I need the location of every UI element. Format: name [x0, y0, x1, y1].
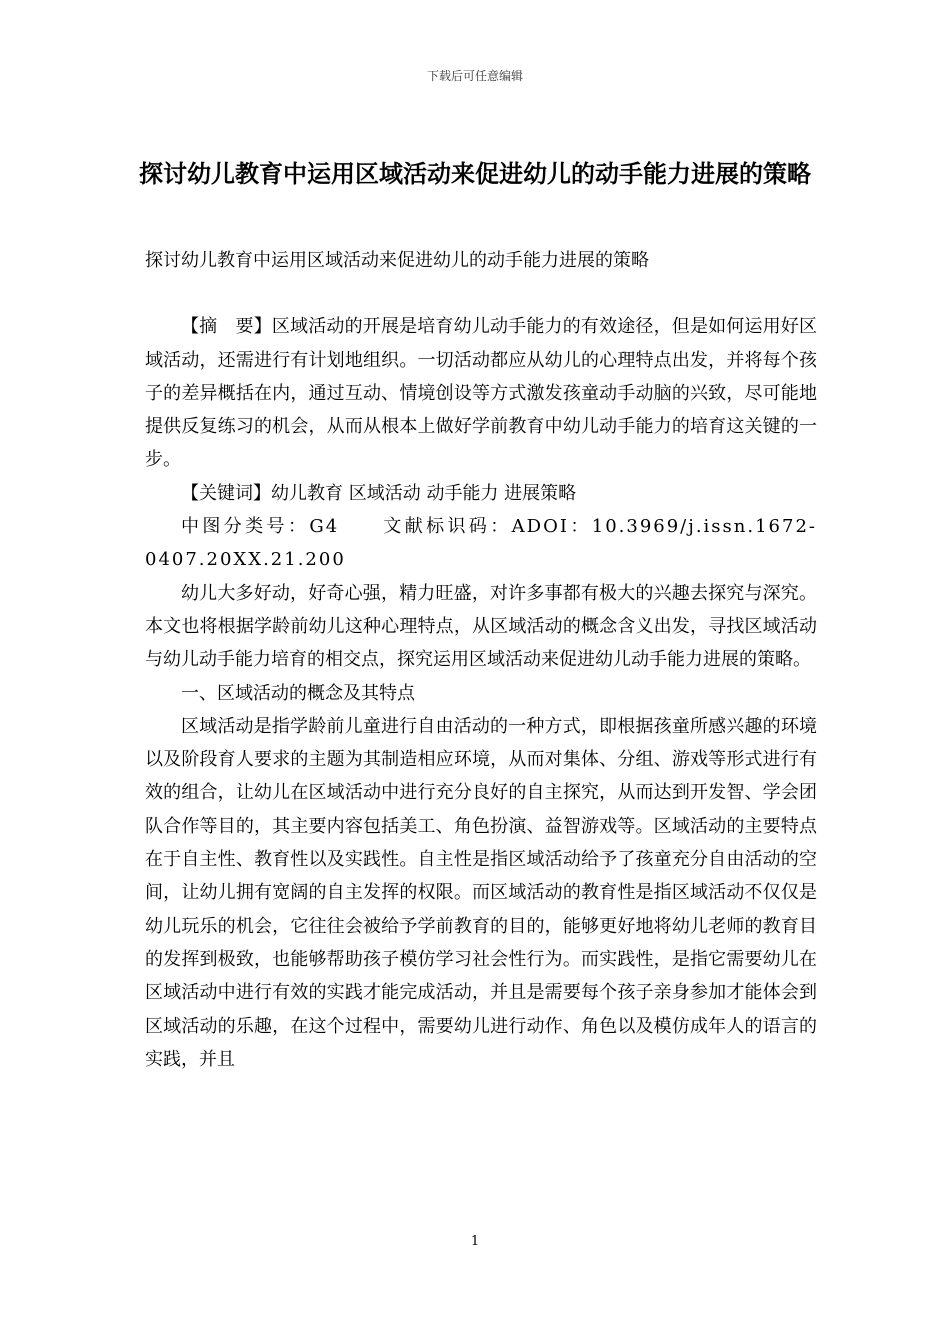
document-title: 探讨幼儿教育中运用区域活动来促进幼儿的动手能力进展的策略	[139, 160, 811, 188]
document-body	[145, 244, 817, 1076]
page-number: 1	[470, 1234, 480, 1249]
keywords-line: 【关键词】幼儿教育 区域活动 动手能力 进展策略	[181, 482, 577, 504]
classification-line: 中图分类号：G4 文献标识码：ADOI：10.3969/j.issn.1672-0407.20XX.21.200	[145, 516, 817, 571]
section-paragraph: 区域活动是指学龄前儿童进行自由活动的一种方式，即根据孩童所感兴趣的环境以及阶段育人要求的主题为其制造相应环境，从而对集体、分组、游戏等形式进行有效的组合，让幼儿在区域活动中进行充分良好的自主探究，从而达到开发智、学会团队合作等目的，其主要内容包括美工、角色扮演、益智游戏等。区域活动的主要特点在于自主性、教育性以及实践性。自主性是指区域活动给予了孩童充分自由活动的空间，让幼儿拥有宽阔的自主发挥的权限。而区域活动的教育性是指区域活动不仅仅是幼儿玩乐的机会，它往往会被给予学前教育的目的，能够更好地将幼儿老师的教育目的发挥到极致，也能够帮助孩子模仿学习社会性行为。而实践性，是指它需要幼儿在区域活动中进行有效的实践才能完成活动，并且是需要每个孩子亲身参加才能体会到区域活动的乐趣，在这个过程中，需要幼儿进行动作、角色以及模仿成年人的语言的实践，并且	[145, 715, 817, 1070]
abstract-paragraph: 【摘 要】区域活动的开展是培育幼儿动手能力的有效途径，但是如何运用好区域活动，还需进行有计划地组织。一切活动都应从幼儿的心理特点出发，并将每个孩子的差异概括在内，通过互动、情境创设等方式激发孩童动手动脑的兴致，尽可能地提供反复练习的机会，从而从根本上做好学前教育中幼儿动手能力的培育这关键的一步。	[145, 316, 817, 471]
intro-paragraph: 幼儿大多好动，好奇心强，精力旺盛，对许多事都有极大的兴趣去探究与深究。本文也将根据学龄前幼儿这种心理特点，从区域活动的概念含义出发，寻找区域活动与幼儿动手能力培育的相交点，探究运用区域活动来促进幼儿动手能力进展的策略。	[145, 582, 817, 671]
section-heading: 一、区域活动的概念及其特点	[181, 682, 415, 704]
paragraph-spacer	[145, 277, 817, 310]
document-subtitle: 探讨幼儿教育中运用区域活动来促进幼儿的动手能力进展的策略	[145, 250, 649, 271]
header-note: 下载后可任意编辑	[426, 69, 523, 83]
